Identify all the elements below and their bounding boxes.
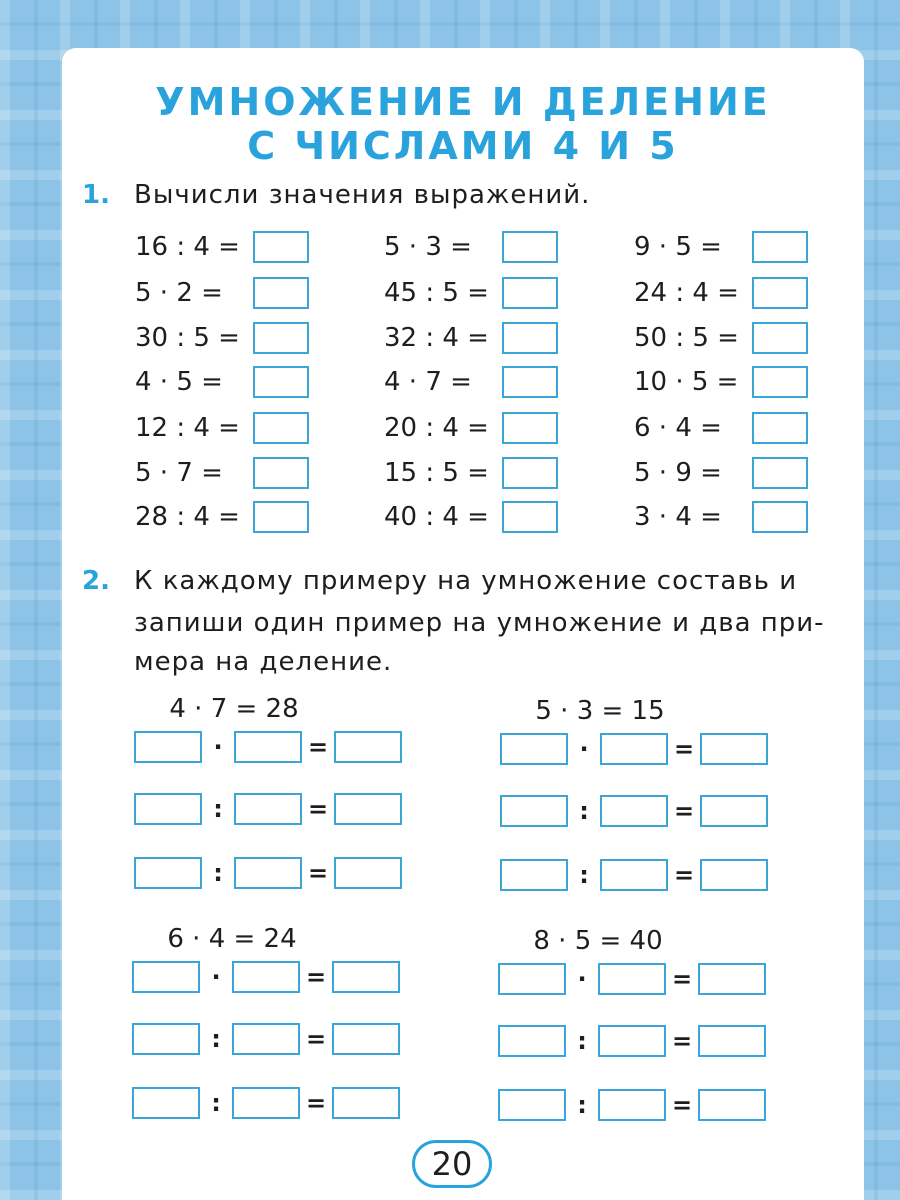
- result-box[interactable]: [698, 963, 766, 995]
- operand-box[interactable]: [600, 859, 668, 891]
- expression-row: [384, 410, 624, 446]
- answer-box[interactable]: [752, 322, 808, 354]
- page-title-line-2: С ЧИСЛАМИ 4 И 5: [247, 124, 679, 168]
- fill-in-row: [134, 792, 434, 826]
- expression-row: [634, 229, 874, 265]
- equals-sign: =: [307, 795, 329, 823]
- answer-box[interactable]: [752, 231, 808, 263]
- example-equation: 8 · 5 = 40: [533, 926, 663, 956]
- equals-sign: =: [305, 1089, 327, 1117]
- expression-row: [634, 410, 874, 446]
- operand-box[interactable]: [498, 1025, 566, 1057]
- expression-text: 16 : 4 =: [135, 232, 240, 262]
- expression-text: 4 · 7 =: [384, 367, 472, 397]
- divide-sign: :: [211, 1089, 221, 1117]
- equals-sign: =: [671, 1027, 693, 1055]
- answer-box[interactable]: [502, 457, 558, 489]
- expression-row: [135, 275, 375, 311]
- result-box[interactable]: [698, 1089, 766, 1121]
- expression-text: 20 : 4 =: [384, 413, 489, 443]
- example-equation: 5 · 3 = 15: [535, 696, 665, 726]
- expression-text: 30 : 5 =: [135, 323, 240, 353]
- operand-box[interactable]: [600, 795, 668, 827]
- answer-box[interactable]: [502, 366, 558, 398]
- task-2-instruction-line-3: мера на деление.: [134, 647, 393, 677]
- expression-text: 9 · 5 =: [634, 232, 722, 262]
- page-number: 20: [412, 1140, 492, 1188]
- expression-text: 15 : 5 =: [384, 458, 489, 488]
- answer-box[interactable]: [253, 457, 309, 489]
- expression-row: [634, 275, 874, 311]
- expression-row: [634, 499, 874, 535]
- equals-sign: =: [307, 859, 329, 887]
- expression-text: 5 · 2 =: [135, 278, 223, 308]
- page-title-line-1: УМНОЖЕНИЕ И ДЕЛЕНИЕ: [155, 80, 771, 124]
- divide-sign: :: [579, 797, 589, 825]
- expression-row: [634, 320, 874, 356]
- operand-box[interactable]: [134, 857, 202, 889]
- multiply-sign: ·: [579, 735, 589, 763]
- task-1-instruction: Вычисли значения выражений.: [134, 180, 591, 210]
- answer-box[interactable]: [502, 501, 558, 533]
- task-2-instruction-line-2: запиши один пример на умножение и два при-: [134, 608, 825, 638]
- expression-row: [384, 499, 624, 535]
- answer-box[interactable]: [253, 231, 309, 263]
- divide-sign: :: [213, 859, 223, 887]
- answer-box[interactable]: [502, 412, 558, 444]
- answer-box[interactable]: [502, 277, 558, 309]
- equals-sign: =: [305, 1025, 327, 1053]
- expression-text: 45 : 5 =: [384, 278, 489, 308]
- answer-box[interactable]: [752, 412, 808, 444]
- equals-sign: =: [673, 861, 695, 889]
- answer-box[interactable]: [253, 277, 309, 309]
- operand-box[interactable]: [500, 859, 568, 891]
- answer-box[interactable]: [752, 277, 808, 309]
- operand-box[interactable]: [498, 1089, 566, 1121]
- exercise-group: [132, 924, 432, 1124]
- answer-box[interactable]: [752, 366, 808, 398]
- fill-in-row: [134, 730, 434, 764]
- operand-box[interactable]: [598, 1025, 666, 1057]
- equals-sign: =: [673, 735, 695, 763]
- expression-text: 12 : 4 =: [135, 413, 240, 443]
- fill-in-row: [132, 960, 432, 994]
- equals-sign: =: [671, 1091, 693, 1119]
- result-box[interactable]: [334, 793, 402, 825]
- expression-row: [384, 455, 624, 491]
- answer-box[interactable]: [253, 501, 309, 533]
- fill-in-row: [500, 794, 800, 828]
- divide-sign: :: [577, 1027, 587, 1055]
- expression-row: [634, 455, 874, 491]
- multiply-sign: ·: [577, 965, 587, 993]
- expression-text: 5 · 3 =: [384, 232, 472, 262]
- task-2-instruction-line-1: К каждому примеру на умножение составь и: [134, 566, 798, 596]
- operand-box[interactable]: [500, 795, 568, 827]
- expression-text: 24 : 4 =: [634, 278, 739, 308]
- exercise-group: [500, 696, 800, 896]
- result-box[interactable]: [700, 795, 768, 827]
- answer-box[interactable]: [253, 412, 309, 444]
- operand-box[interactable]: [598, 963, 666, 995]
- operand-box[interactable]: [132, 1023, 200, 1055]
- task-1-number: 1.: [82, 180, 110, 210]
- fill-in-row: [500, 732, 800, 766]
- divide-sign: :: [577, 1091, 587, 1119]
- expression-text: 40 : 4 =: [384, 502, 489, 532]
- multiply-sign: ·: [213, 733, 223, 761]
- operand-box[interactable]: [232, 961, 300, 993]
- result-box[interactable]: [698, 1025, 766, 1057]
- result-box[interactable]: [334, 857, 402, 889]
- operand-box[interactable]: [600, 733, 668, 765]
- operand-box[interactable]: [598, 1089, 666, 1121]
- equals-sign: =: [671, 965, 693, 993]
- divide-sign: :: [213, 795, 223, 823]
- operand-box[interactable]: [132, 1087, 200, 1119]
- answer-box[interactable]: [253, 366, 309, 398]
- fill-in-row: [498, 1088, 798, 1122]
- expression-text: 50 : 5 =: [634, 323, 739, 353]
- exercise-group: [134, 694, 434, 894]
- equals-sign: =: [307, 733, 329, 761]
- fill-in-row: [500, 858, 800, 892]
- operand-box[interactable]: [134, 731, 202, 763]
- expression-row: [135, 229, 375, 265]
- expression-text: 4 · 5 =: [135, 367, 223, 397]
- fill-in-row: [134, 856, 434, 890]
- expression-text: 28 : 4 =: [135, 502, 240, 532]
- expression-text: 10 · 5 =: [634, 367, 739, 397]
- result-box[interactable]: [332, 961, 400, 993]
- fill-in-row: [498, 962, 798, 996]
- expression-row: [384, 275, 624, 311]
- result-box[interactable]: [700, 733, 768, 765]
- equals-sign: =: [305, 963, 327, 991]
- divide-sign: :: [211, 1025, 221, 1053]
- answer-box[interactable]: [502, 231, 558, 263]
- equals-sign: =: [673, 797, 695, 825]
- answer-box[interactable]: [752, 501, 808, 533]
- operand-box[interactable]: [232, 1087, 300, 1119]
- result-box[interactable]: [700, 859, 768, 891]
- operand-box[interactable]: [134, 793, 202, 825]
- answer-box[interactable]: [752, 457, 808, 489]
- expression-row: [135, 410, 375, 446]
- expression-text: 6 · 4 =: [634, 413, 722, 443]
- answer-box[interactable]: [253, 322, 309, 354]
- multiply-sign: ·: [211, 963, 221, 991]
- expression-text: 5 · 9 =: [634, 458, 722, 488]
- operand-box[interactable]: [232, 1023, 300, 1055]
- operand-box[interactable]: [500, 733, 568, 765]
- fill-in-row: [132, 1086, 432, 1120]
- operand-box[interactable]: [498, 963, 566, 995]
- fill-in-row: [132, 1022, 432, 1056]
- result-box[interactable]: [332, 1023, 400, 1055]
- expression-text: 5 · 7 =: [135, 458, 223, 488]
- fill-in-row: [498, 1024, 798, 1058]
- example-equation: 4 · 7 = 28: [169, 694, 299, 724]
- operand-box[interactable]: [132, 961, 200, 993]
- expression-text: 32 : 4 =: [384, 323, 489, 353]
- expression-row: [384, 320, 624, 356]
- task-2-number: 2.: [82, 566, 110, 596]
- expression-row: [135, 455, 375, 491]
- expression-row: [384, 229, 624, 265]
- divide-sign: :: [579, 861, 589, 889]
- expression-text: 3 · 4 =: [634, 502, 722, 532]
- expression-row: [634, 364, 874, 400]
- expression-row: [135, 499, 375, 535]
- example-equation: 6 · 4 = 24: [167, 924, 297, 954]
- answer-box[interactable]: [502, 322, 558, 354]
- operand-box[interactable]: [234, 793, 302, 825]
- operand-box[interactable]: [234, 731, 302, 763]
- result-box[interactable]: [332, 1087, 400, 1119]
- expression-row: [135, 364, 375, 400]
- exercise-group: [498, 926, 798, 1126]
- expression-row: [135, 320, 375, 356]
- operand-box[interactable]: [234, 857, 302, 889]
- expression-row: [384, 364, 624, 400]
- result-box[interactable]: [334, 731, 402, 763]
